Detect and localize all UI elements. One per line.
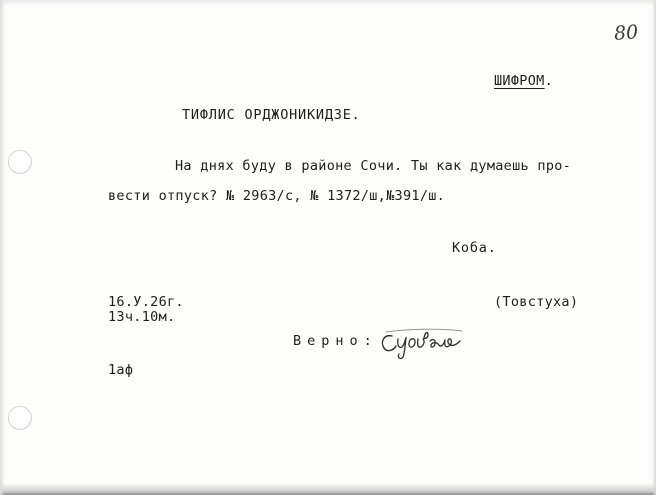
date: 16.У.26г.: [108, 294, 184, 310]
verified-label: Верно:: [293, 333, 378, 349]
punch-hole: [8, 406, 32, 430]
page-edge-shadow: [0, 0, 5, 495]
copied-by: (Товстуха): [494, 294, 579, 310]
cipher-label: [494, 73, 553, 89]
message-line-1: На днях буду в районе Сочи. Ты как думаешь про-: [175, 158, 572, 174]
page-number: 80: [613, 21, 639, 45]
time: 13ч.10м.: [108, 309, 176, 325]
message-line-2: вести отпуск? № 2963/с, № 1372/ш,№391/ш.: [108, 188, 446, 204]
copies-note: 1аф: [108, 362, 134, 378]
cipher-label-text: ШИФРОМ: [494, 73, 545, 89]
addressee: ТИФЛИС ОРДЖОНИКИДЗЕ.: [182, 107, 361, 123]
punch-hole: [8, 150, 32, 174]
signer-name: Коба.: [452, 240, 497, 256]
page-edge-shadow: [0, 483, 656, 495]
verifier-signature: [378, 326, 468, 360]
page-edge-shadow: [0, 0, 656, 6]
cipher-label-period: .: [544, 73, 554, 89]
page-edge-shadow: [652, 0, 656, 495]
